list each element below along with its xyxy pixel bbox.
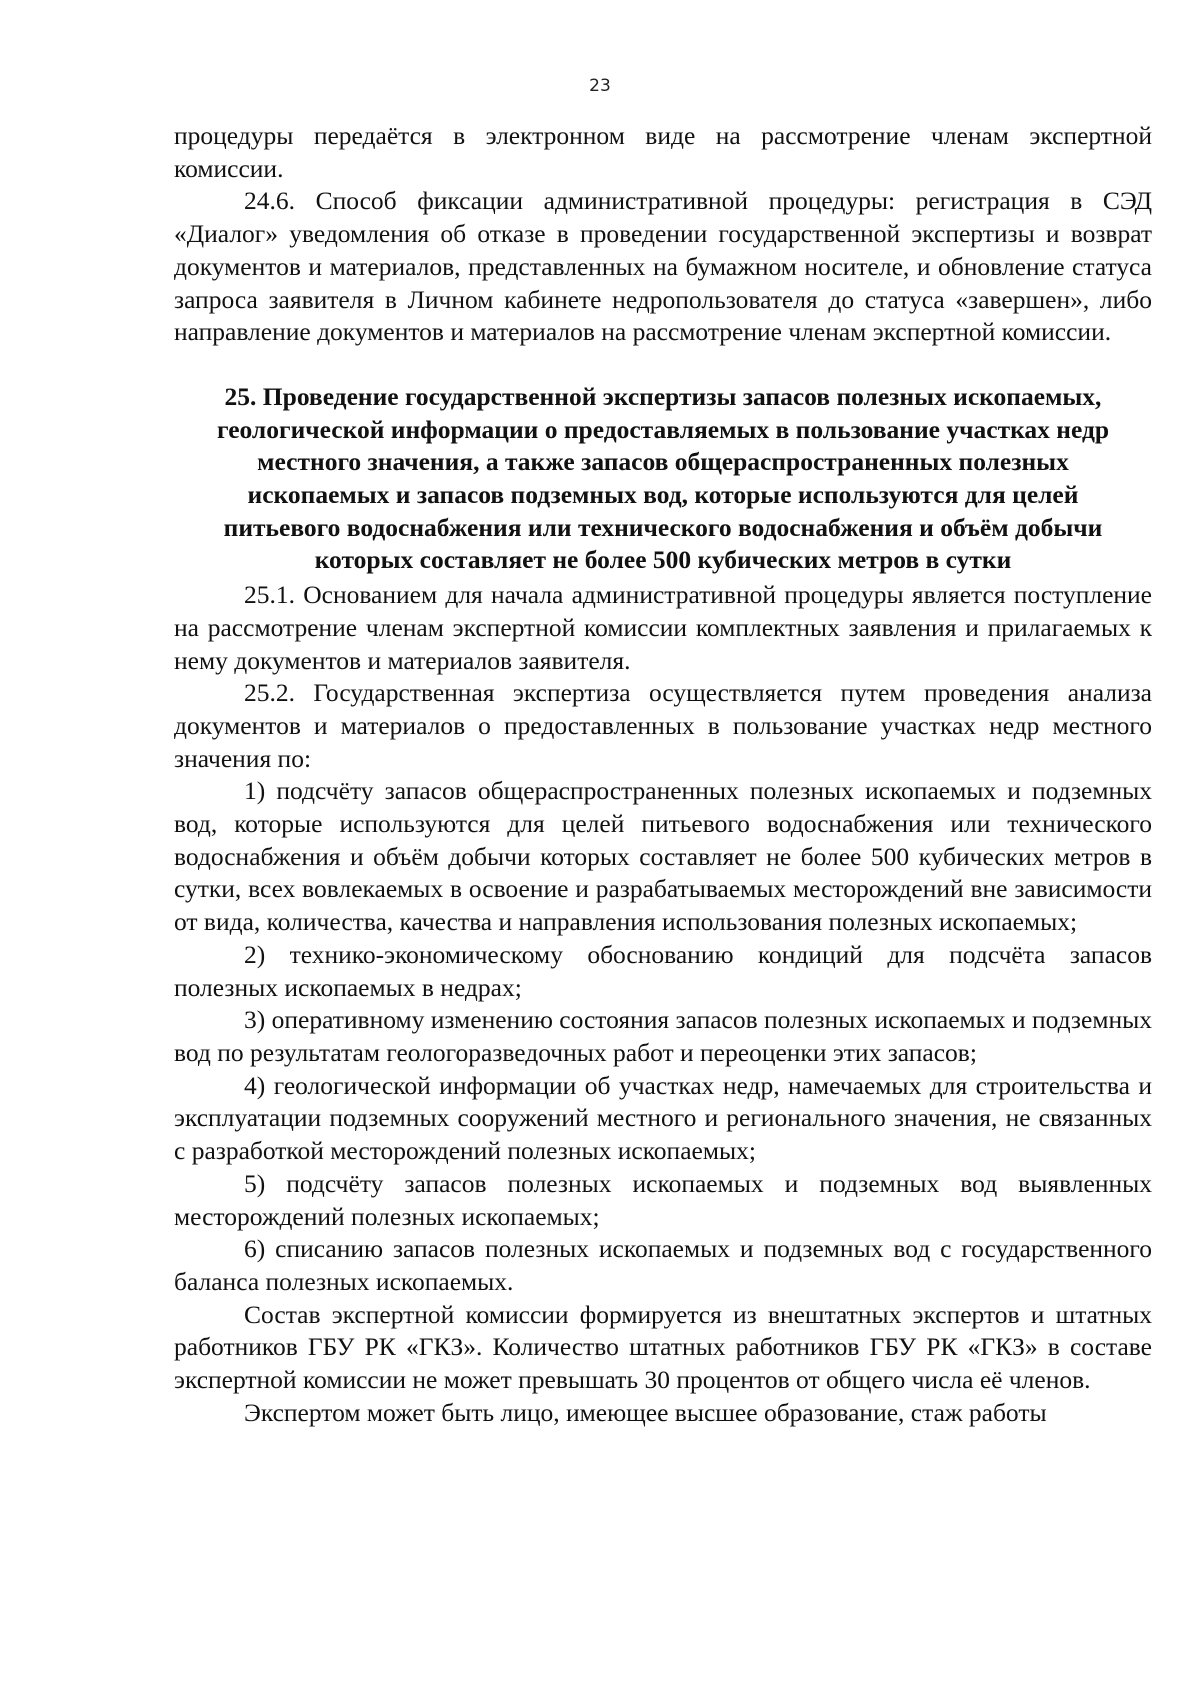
document-body (174, 120, 1152, 1429)
section-heading-25: 25. Проведение государственной экспертизы запасов полезных ископаемых, геологической информации о предоставляемых в пользование участках недр местного значения, а также запасов общераспространенных полезных ископаемых и запасов подземных вод, которые используются для целей питьевого водоснабжения или технического водоснабжения и объём добычи которых составляет не более 500 кубических метров в сутки (216, 381, 1110, 575)
list-item-2: 2) технико-экономическому обоснованию кондиций для подсчёта запасов полезных ископаемых в недрах; (174, 939, 1152, 1002)
list-item-6: 6) списанию запасов полезных ископаемых и подземных вод с государственного баланса полезных ископаемых. (174, 1234, 1152, 1296)
list-item-1: 1) подсчёту запасов общераспространенных полезных ископаемых и подземных вод, которые используются для целей питьевого водоснабжения или технического водоснабжения и объём добычи которых составляет не более 500 кубических метров в сутки, всех вовлекаемых в освоение и разрабатываемых месторождений вне зависимости от вида, количества, качества и направления использования полезных ископаемых; (174, 776, 1152, 937)
paragraph-25-1: 25.1. Основанием для начала административной процедуры является поступление на рассмотрение членам экспертной комиссии комплектных заявления и прилагаемых к нему документов и материалов заявителя. (174, 580, 1152, 675)
list-item-5: 5) подсчёту запасов полезных ископаемых и подземных вод выявленных месторождений полезных ископаемых; (174, 1168, 1152, 1231)
list-item-3: 3) оперативному изменению состояния запасов полезных ископаемых и подземных вод по результатам геологоразведочных работ и переоценки этих запасов; (174, 1005, 1152, 1067)
paragraph-expert-requirements: Экспертом может быть лицо, имеющее высшее образование, стаж работы (244, 1397, 1047, 1427)
paragraph-commission-composition: Состав экспертной комиссии формируется из внештатных экспертов и штатных работников ГБУ РК «ГКЗ». Количество штатных работников ГБУ РК «ГКЗ» в составе экспертной комиссии не может превышать 30 процентов от общего числа её членов. (174, 1299, 1152, 1395)
paragraph-25-2: 25.2. Государственная экспертиза осуществляется путем проведения анализа документов и материалов о предоставленных в пользование участках недр местного значения по: (174, 678, 1152, 773)
page-number: 23 (589, 76, 611, 96)
paragraph-24-6: 24.6. Способ фиксации административной процедуры: регистрация в СЭД «Диалог» уведомления об отказе в проведении государственной экспертизы и возврат документов и материалов, представленных на бумажном носителе, и обновление статуса запроса заявителя в Личном кабинете недропользователя до статуса «завершен», либо направление документов и материалов на рассмотрение членам экспертной комиссии. (174, 186, 1152, 347)
paragraph-continuation: процедуры передаётся в электронном виде на рассмотрение членам экспертной комиссии. (174, 121, 1152, 183)
list-item-4: 4) геологической информации об участках недр, намечаемых для строительства и эксплуатации подземных сооружений местного и регионального значения, не связанных с разработкой месторождений полезных ископаемых; (174, 1070, 1152, 1166)
